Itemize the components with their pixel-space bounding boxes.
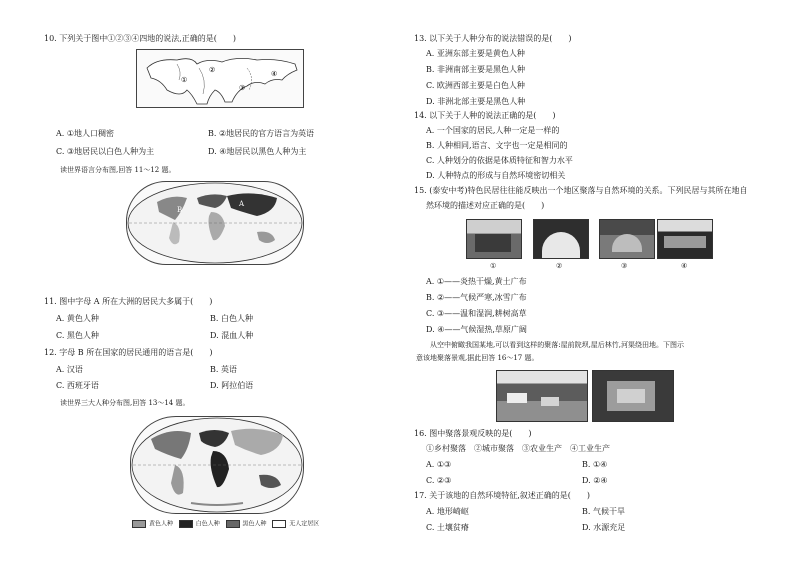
legend-none: 无人定居区 (289, 520, 320, 528)
q15-opt-c: C. ③——温和湿润,耕树高草 (426, 309, 527, 318)
q13-opt-b: B. 非洲南部主要是黑色人种 (426, 65, 525, 74)
photo-4 (657, 219, 713, 259)
race-legend (132, 520, 332, 529)
q12-opt-a: A. 汉语 (56, 365, 83, 374)
q11-opt-b: B. 白色人种 (210, 314, 253, 323)
q11-stem: 11. 图中字母 A 所在大洲的居民大多属于( ) (44, 297, 213, 306)
q16-opt-b: B. ①④ (582, 460, 608, 469)
q10-opt-a: A. ①地人口稠密 (56, 129, 115, 138)
q11-opt-d: D. 混血人种 (210, 331, 254, 340)
q16-items: ①乡村聚落 ②城市聚落 ③农业生产 ④工业生产 (426, 444, 610, 453)
legend-yellow: 黄色人种 (149, 520, 174, 528)
q13-opt-d: D. 非洲北部主要是黑色人种 (426, 97, 526, 106)
map-label-4: ④ (271, 70, 278, 78)
photo-cap-1: ① (490, 262, 497, 270)
photo-cap-3: ③ (621, 262, 628, 270)
q15-opt-d: D. ④——气候湿热,草原广阔 (426, 325, 527, 334)
q12-opt-d: D. 阿拉伯语 (210, 381, 254, 390)
q17-opt-b: B. 气候干旱 (582, 507, 625, 516)
q12-opt-c: C. 西班牙语 (56, 381, 99, 390)
intro-16-17-a: 从空中俯瞰我国某地,可以看到这样的聚落:屋前院坝,屋后林竹,河渠绕田地。下图示 (430, 341, 685, 349)
legend-swatch-yellow (132, 520, 146, 528)
q17-stem: 17. 关于该地的自然环境特征,叙述正确的是( ) (414, 491, 591, 500)
q14-opt-b: B. 人种相同,语言、文字也一定是相同的 (426, 141, 568, 150)
village-photo-1 (496, 370, 588, 422)
q14-opt-a: A. 一个国家的居民,人种一定是一样的 (426, 126, 560, 135)
village-photo-2 (592, 370, 674, 422)
legend-white: 白色人种 (195, 520, 220, 528)
intro-11-12: 读世界语言分布图,回答 11～12 题。 (60, 166, 176, 174)
q10-stem: 10. 下列关于图中①②③④四地的说法,正确的是( ) (44, 34, 237, 43)
map2-label-a: A (239, 200, 245, 208)
q16-opt-a: A. ①③ (426, 460, 452, 469)
photo-3 (599, 219, 655, 259)
intro-13-14: 读世界三大人种分布图,回答 13～14 题。 (60, 399, 190, 407)
q12-opt-b: B. 英语 (210, 365, 237, 374)
q16-opt-c: C. ②③ (426, 476, 452, 485)
q17-opt-d: D. 水源充足 (582, 523, 626, 532)
photo-cap-2: ② (556, 262, 563, 270)
map-label-2: ② (209, 66, 216, 74)
q15-stem-1: 15. (泰安中考)特色民居往往能反映出一个地区聚落与自然环境的关系。下列民居与其所在地自 (414, 186, 748, 195)
intro-16-17-b: 意该地聚落景观,据此回答 16～17 题。 (416, 354, 539, 362)
legend-swatch-none (272, 520, 286, 528)
q10-opt-c: C. ③地居民以白色人种为主 (56, 147, 155, 156)
q10-map (136, 49, 304, 108)
q17-opt-a: A. 地形崎岖 (426, 507, 469, 516)
legend-black: 黑色人种 (242, 520, 267, 528)
q10-opt-b: B. ②地居民的官方语言为英语 (208, 129, 315, 138)
q13-opt-a: A. 亚洲东部主要是黄色人种 (426, 49, 525, 58)
map-label-3: ③ (239, 84, 246, 92)
q17-opt-c: C. 土壤贫瘠 (426, 523, 469, 532)
q16-stem: 16. 图中聚落景观反映的是( ) (414, 429, 532, 438)
q11-opt-c: C. 黑色人种 (56, 331, 99, 340)
map-label-1: ① (181, 76, 188, 84)
q14-opt-c: C. 人种划分的依据是体质特征和智力水平 (426, 156, 573, 165)
world-race-map (130, 416, 304, 514)
photo-2 (533, 219, 589, 259)
q12-stem: 12. 字母 B 所在国家的居民通用的语言是( ) (44, 348, 213, 357)
q15-opt-b: B. ②——气候严寒,冰雪广布 (426, 293, 527, 302)
legend-swatch-white (179, 520, 193, 528)
map2-label-b: B (177, 206, 183, 214)
q11-opt-a: A. 黄色人种 (56, 314, 99, 323)
q13-stem: 13. 以下关于人种分布的说法错误的是( ) (414, 34, 572, 43)
q10-opt-d: D. ④地居民以黑色人种为主 (208, 147, 307, 156)
q13-opt-c: C. 欧洲西部主要是白色人种 (426, 81, 525, 90)
q15-opt-a: A. ①——炎热干燥,黄土广布 (426, 277, 527, 286)
world-language-map (126, 181, 304, 265)
photo-cap-4: ④ (681, 262, 688, 270)
legend-swatch-black (226, 520, 240, 528)
q14-opt-d: D. 人种特点的形成与自然环境密切相关 (426, 171, 566, 180)
q15-stem-2: 然环境的描述对应正确的是( ) (426, 201, 545, 210)
q16-opt-d: D. ②④ (582, 476, 608, 485)
photo-1 (466, 219, 522, 259)
q14-stem: 14. 以下关于人种的说法正确的是( ) (414, 111, 556, 120)
